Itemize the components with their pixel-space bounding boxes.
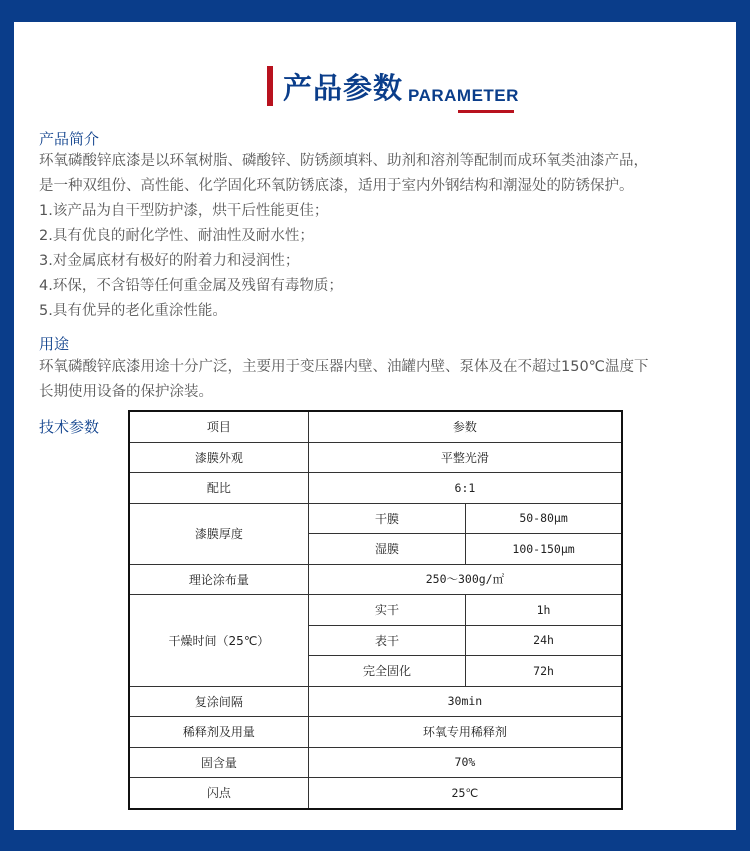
content-frame <box>14 22 736 830</box>
sub-label: 实干 <box>308 595 465 626</box>
table-row <box>129 473 622 504</box>
intro-line-6: 4.环保，不含铅等任何重金属及残留有毒物质； <box>39 278 343 294</box>
row-label: 闪点 <box>129 778 308 809</box>
table-row <box>129 442 622 473</box>
table-row <box>129 717 622 748</box>
row-label: 干燥时间（25℃） <box>129 595 308 687</box>
table-row <box>129 595 622 626</box>
intro-line-1: 环氧磷酸锌底漆是以环氧树脂、磷酸锌、防锈颜填料、助剂和溶剂等配制而成环氧类油漆产品， <box>39 153 648 169</box>
sub-label: 完全固化 <box>308 656 465 687</box>
sub-value: 50-80μm <box>466 503 622 534</box>
table-row <box>129 747 622 778</box>
row-value: 30min <box>308 686 622 717</box>
row-label: 复涂间隔 <box>129 686 308 717</box>
spec-table <box>128 410 623 810</box>
table-header-row <box>129 411 622 442</box>
sub-value: 1h <box>466 595 622 626</box>
sub-label: 干膜 <box>308 503 465 534</box>
header-item: 项目 <box>129 411 308 442</box>
row-label: 漆膜外观 <box>129 442 308 473</box>
row-label: 稀释剂及用量 <box>129 717 308 748</box>
sub-value: 24h <box>466 625 622 656</box>
intro-line-2: 是一种双组份、高性能、化学固化环氧防锈底漆，适用于室内外钢结构和潮湿处的防锈保护。 <box>39 178 634 194</box>
row-label: 配比 <box>129 473 308 504</box>
table-row <box>129 778 622 809</box>
row-value: 250～300g/㎡ <box>308 564 622 595</box>
sub-value: 100-150μm <box>466 534 622 565</box>
row-label: 漆膜厚度 <box>129 503 308 564</box>
heading-underline <box>458 110 514 113</box>
table-row <box>129 686 622 717</box>
row-value: 6:1 <box>308 473 622 504</box>
header-param: 参数 <box>308 411 622 442</box>
intro-line-3: 1.该产品为自干型防护漆，烘干后性能更佳； <box>39 203 329 219</box>
heading-accent-bar <box>267 66 273 106</box>
intro-line-5: 3.对金属底材有极好的附着力和浸润性； <box>39 253 300 269</box>
usage-line-2: 长期使用设备的保护涂装。 <box>39 384 213 400</box>
row-value: 70% <box>308 747 622 778</box>
intro-title: 产品简介 <box>39 130 100 148</box>
sub-value: 72h <box>466 656 622 687</box>
usage-line-1: 环氧磷酸锌底漆用途十分广泛，主要用于变压器内壁、油罐内壁、泵体及在不超过150℃温度下 <box>39 359 649 375</box>
heading-title-cn: 产品参数 <box>283 71 404 105</box>
sub-label: 湿膜 <box>308 534 465 565</box>
intro-line-4: 2.具有优良的耐化学性、耐油性及耐水性； <box>39 228 314 244</box>
row-label: 固含量 <box>129 747 308 778</box>
tech-title: 技术参数 <box>39 418 100 436</box>
row-value: 环氧专用稀释剂 <box>308 717 622 748</box>
row-label: 理论涂布量 <box>129 564 308 595</box>
intro-line-7: 5.具有优异的老化重涂性能。 <box>39 303 227 319</box>
sub-label: 表干 <box>308 625 465 656</box>
row-value: 平整光滑 <box>308 442 622 473</box>
table-row <box>129 503 622 534</box>
row-value: 25℃ <box>308 778 622 809</box>
usage-title: 用途 <box>39 335 70 353</box>
heading-title-en: PARAMETER <box>408 86 519 105</box>
table-row <box>129 564 622 595</box>
